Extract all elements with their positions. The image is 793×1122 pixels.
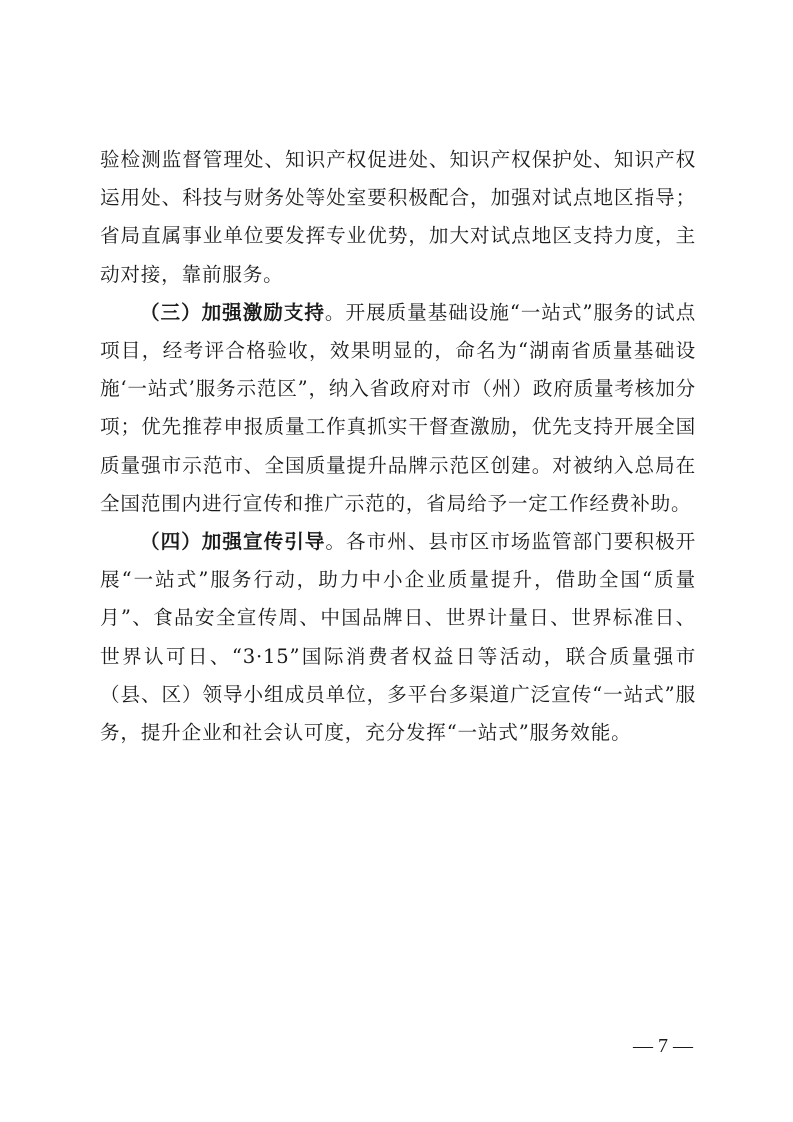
paragraph-continuation — [100, 141, 696, 294]
document-body — [100, 141, 696, 752]
paragraph-incentive-support — [100, 294, 696, 523]
paragraph-publicity-guidance — [100, 523, 696, 752]
section-heading: （四）加强宣传引导 — [140, 530, 326, 554]
section-heading: （三）加强激励支持 — [140, 300, 325, 324]
paragraph-text: 。各市州、县市区市场监管部门要积极开展“一站式”服务行动，助力中小企业质量提升，借助全国“质量月”、食品安全宣传周、中国品牌日、世界计量日、世界标准日、世界认可日、“3·15”国际消费者权益日等活动，联合质量强市（县、区）领导小组成员单位，多平台多渠道广泛宣传“一站式”服务，提升企业和社会认可度，充分发挥“一站式”服务效能。 — [100, 530, 696, 745]
page-number: — 7 — — [633, 1035, 693, 1057]
paragraph-text: 验检测监督管理处、知识产权促进处、知识产权保护处、知识产权运用处、科技与财务处等处室要积极配合，加强对试点地区指导；省局直属事业单位要发挥专业优势，加大对试点地区支持力度，主动对接，靠前服务。 — [100, 148, 696, 286]
paragraph-text: 。开展质量基础设施“一站式”服务的试点项目，经考评合格验收，效果明显的，命名为“湖南省质量基础设施‘一站式’服务示范区”，纳入省政府对市（州）政府质量考核加分项；优先推荐申报质量工作真抓实干督查激励，优先支持开展全国质量强市示范市、全国质量提升品牌示范区创建。对被纳入总局在全国范围内进行宣传和推广示范的，省局给予一定工作经费补助。 — [100, 300, 696, 515]
